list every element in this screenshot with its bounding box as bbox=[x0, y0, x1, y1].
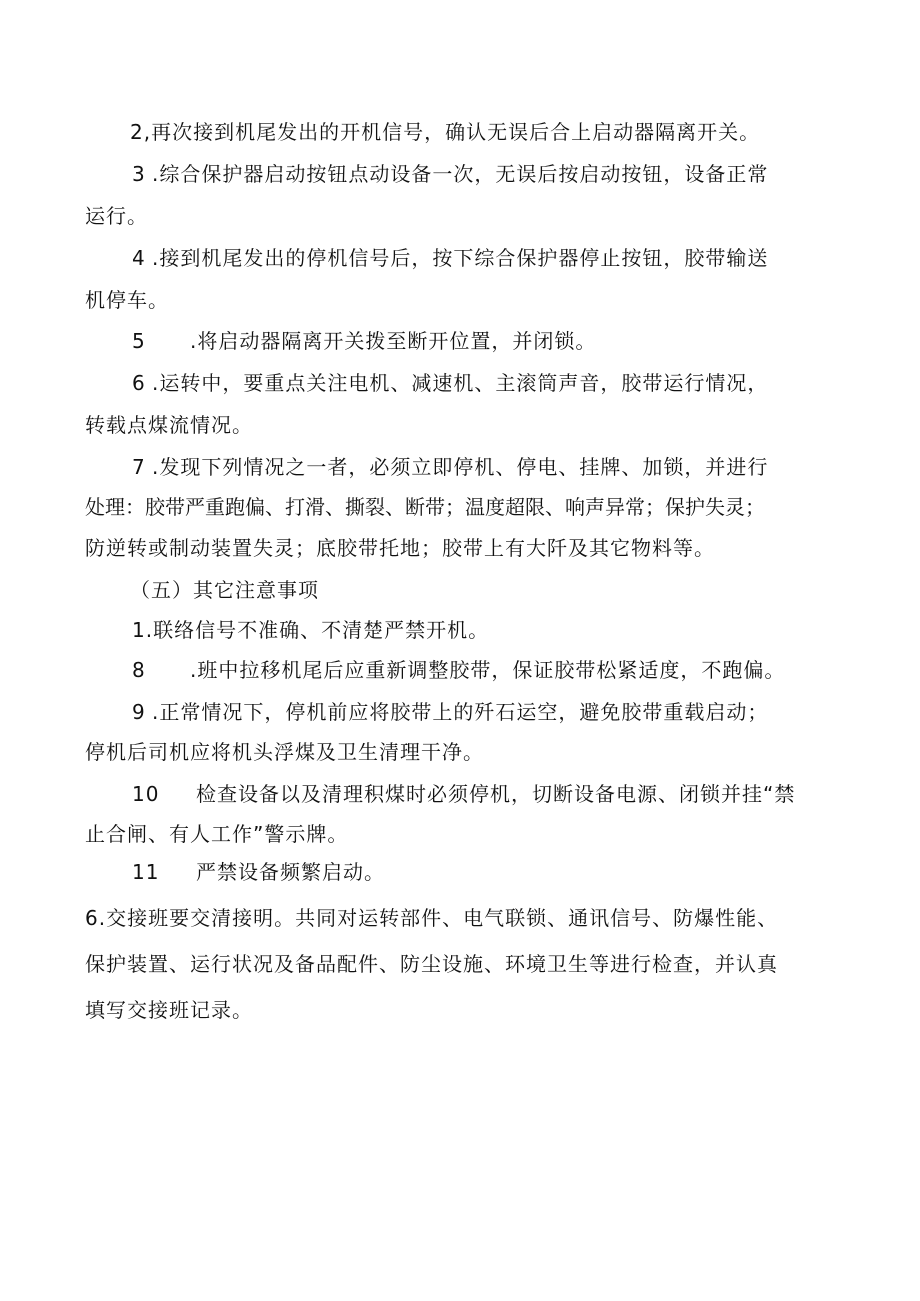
section-heading bbox=[130, 576, 319, 604]
item-3-text-2: 运行。 bbox=[85, 204, 148, 228]
final-item-text-3: 填写交接班记录。 bbox=[85, 998, 253, 1022]
item-7-text-2: 处理：胶带严重跑偏、打滑、撕裂、断带；温度超限、响声异常；保护失灵； bbox=[85, 495, 765, 519]
item-7-line-2 bbox=[85, 493, 765, 521]
item-6-text: .运转中，要重点关注电机、减速机、主滚筒声音，胶带运行情况， bbox=[152, 371, 769, 395]
item-2-line-1 bbox=[130, 118, 760, 146]
item2-1-number: 1. bbox=[132, 618, 154, 642]
item-8-line-1 bbox=[132, 656, 785, 684]
item-6-line-2 bbox=[85, 411, 253, 439]
section-heading-text: （五）其它注意事项 bbox=[130, 578, 319, 602]
item2-1-line-1 bbox=[132, 616, 489, 644]
item-4-number: 4 bbox=[132, 246, 146, 270]
item-10-text-2: 止合闸、有人工作”警示牌。 bbox=[85, 822, 349, 846]
item-2-text: 再次接到机尾发出的开机信号，确认无误后合上启动器隔离开关。 bbox=[151, 120, 761, 144]
final-item-text-2: 保护装置、运行状况及备品配件、防尘设施、环境卫生等进行检查，并认真 bbox=[85, 952, 778, 976]
final-item-text: 交接班要交清接明。共同对运转部件、电气联锁、通讯信号、防爆性能、 bbox=[106, 906, 779, 930]
final-item-line-1 bbox=[85, 904, 778, 932]
item-7-number: 7 bbox=[132, 455, 146, 479]
item-11-number: 11 bbox=[132, 860, 160, 884]
item-11-text: 严禁设备频繁启动。 bbox=[196, 860, 385, 884]
item-9-line-1 bbox=[132, 698, 768, 726]
item2-1-text: 联络信号不准确、不清楚严禁开机。 bbox=[153, 618, 490, 642]
item-9-line-2 bbox=[85, 738, 484, 766]
item-3-number: 3 bbox=[132, 162, 146, 186]
item-4-text-2: 机停车。 bbox=[85, 288, 169, 312]
item-8-text: .班中拉移机尾后应重新调整胶带，保证胶带松紧适度，不跑偏。 bbox=[190, 658, 786, 682]
item-7-text: .发现下列情况之一者，必须立即停机、停电、挂牌、加锁，并进行 bbox=[152, 455, 769, 479]
item-3-text: .综合保护器启动按钮点动设备一次，无误后按启动按钮，设备正常 bbox=[152, 162, 769, 186]
item-7-text-3: 防逆转或制动装置失灵；底胶带托地；胶带上有大阡及其它物料等。 bbox=[85, 536, 715, 560]
item-2-number: 2, bbox=[130, 120, 152, 144]
item-3-line-2 bbox=[85, 202, 148, 230]
item-6-number: 6 bbox=[132, 371, 146, 395]
item-8-number: 8 bbox=[132, 658, 146, 682]
item-4-text: .接到机尾发出的停机信号后，按下综合保护器停止按钮，胶带输送 bbox=[152, 246, 769, 270]
item-9-text-2: 停机后司机应将机头浮煤及卫生清理干净。 bbox=[85, 740, 484, 764]
item-9-number: 9 bbox=[132, 700, 146, 724]
item-10-line-2 bbox=[85, 820, 348, 848]
item-4-line-1 bbox=[132, 244, 768, 272]
item-11-line-1 bbox=[132, 858, 385, 886]
item-5-line-1 bbox=[132, 327, 596, 355]
item-6-text-2: 转载点煤流情况。 bbox=[85, 413, 253, 437]
item-5-number: 5 bbox=[132, 329, 146, 353]
item-10-number: 10 bbox=[132, 782, 160, 806]
item-5-text: .将启动器隔离开关拨至断开位置，并闭锁。 bbox=[190, 329, 597, 353]
item-6-line-1 bbox=[132, 369, 768, 397]
item-7-line-3 bbox=[85, 534, 715, 562]
item-4-line-2 bbox=[85, 286, 169, 314]
item-3-line-1 bbox=[132, 160, 768, 188]
final-item-line-2 bbox=[85, 950, 778, 978]
final-item-number: 6. bbox=[85, 906, 107, 930]
item-7-line-1 bbox=[132, 453, 768, 481]
final-item-line-3 bbox=[85, 996, 253, 1024]
item-10-text: 检查设备以及清理积煤时必须停机，切断设备电源、闭锁并挂“禁 bbox=[196, 782, 796, 806]
item-9-text: .正常情况下，停机前应将胶带上的歼石运空，避免胶带重载启动； bbox=[152, 700, 769, 724]
item-10-line-1 bbox=[132, 780, 795, 808]
